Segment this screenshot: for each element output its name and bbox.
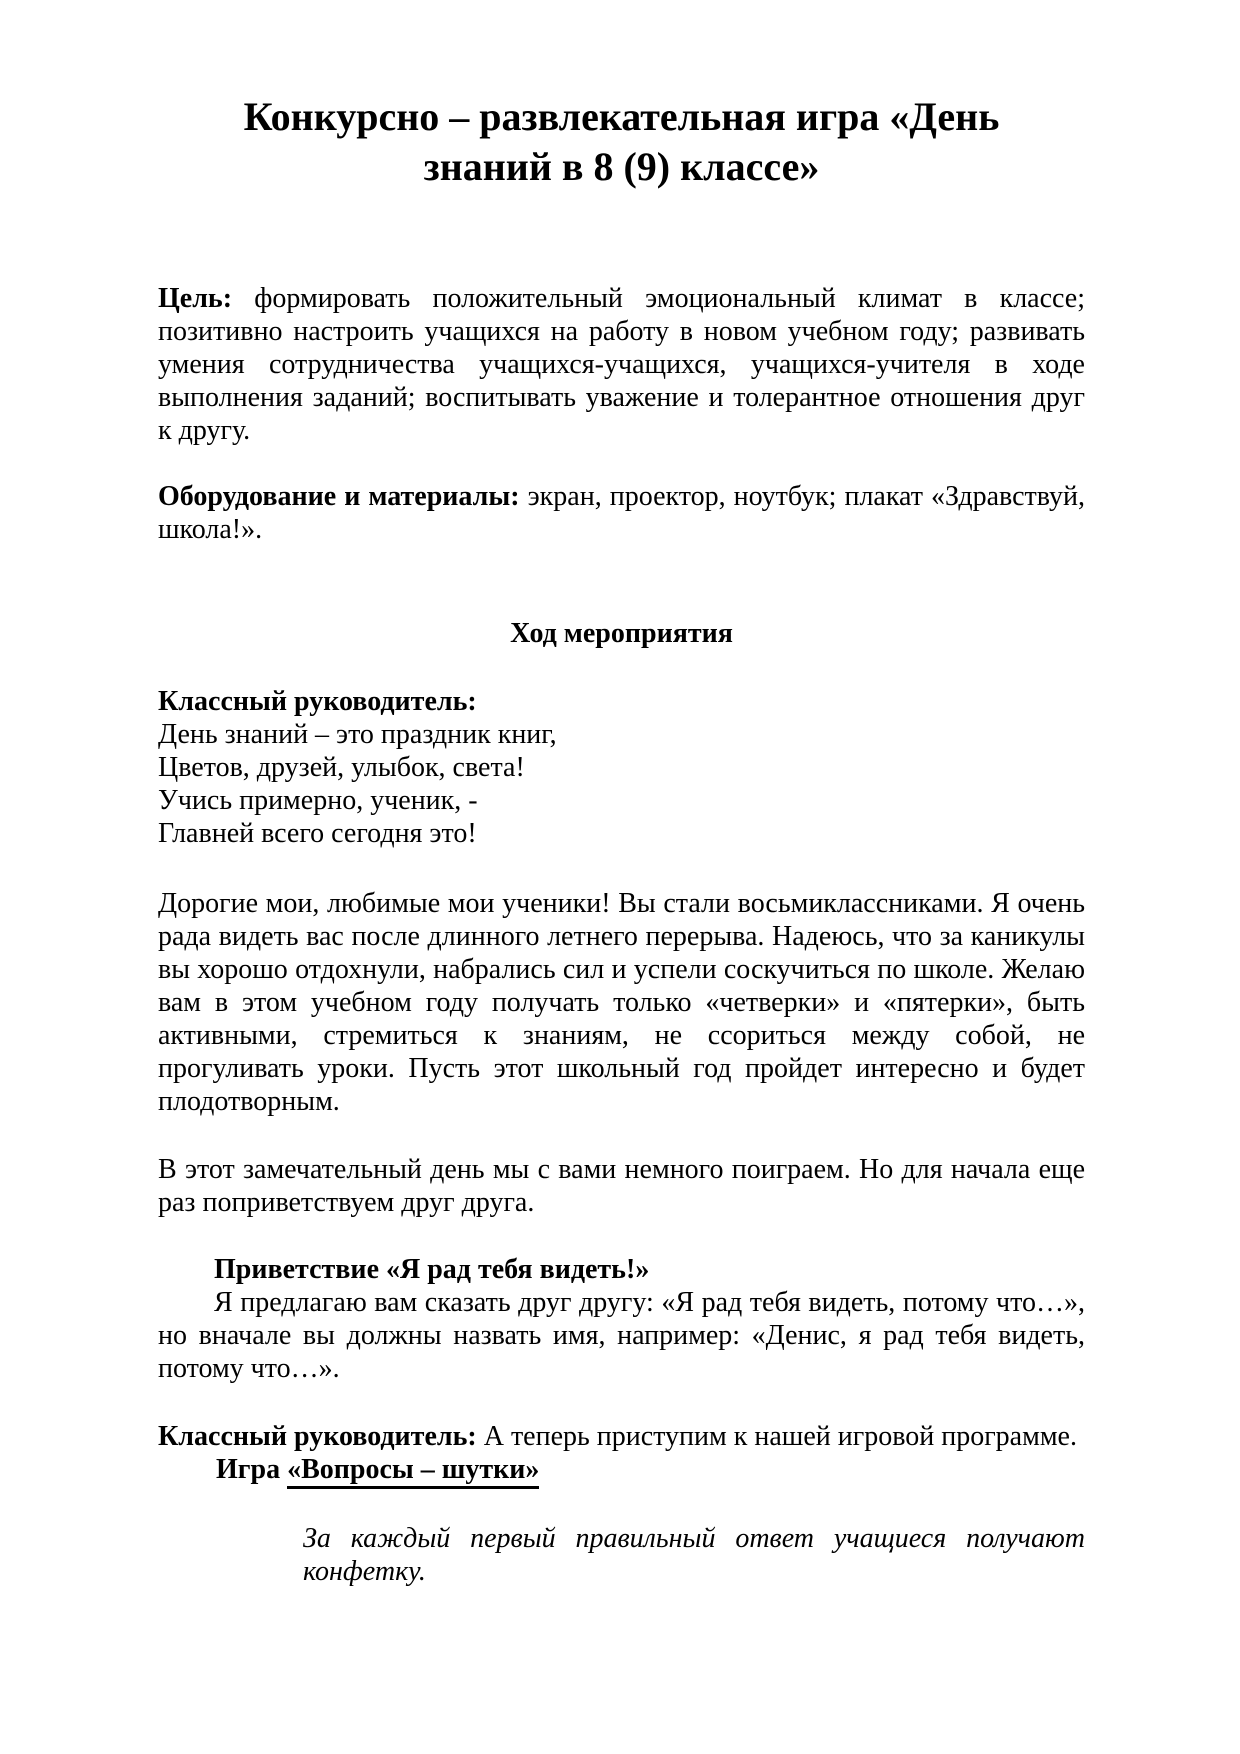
agenda-heading: Ход мероприятия (510, 618, 733, 649)
teacher-heading: Классный руководитель: (158, 686, 477, 717)
poem-line-3: Учись примерно, ученик, - (158, 785, 478, 816)
game-intro-text: А теперь приступим к нашей игровой программе. (483, 1421, 1077, 1452)
greeting-heading: Приветствие «Я рад тебя видеть!» (214, 1254, 650, 1285)
document-title (158, 92, 1085, 192)
equipment-label: Оборудование и материалы: (158, 481, 520, 512)
goal-text: формировать положительный эмоциональный климат в классе; позитивно настроить учащихся на работу в новом учебном году; развивать умения сотрудничества учащихся-учащихся, учащихся-учителя в ходе выполнения заданий; воспитывать уважение и толерантное отношения друг к другу. (158, 283, 1086, 446)
poem-line-2: Цветов, друзей, улыбок, света! (158, 752, 525, 783)
game-intro-paragraph (158, 1420, 1085, 1453)
candy-note-paragraph: За каждый первый правильный ответ учащиеся получают конфетку. (303, 1523, 1085, 1587)
poem-line-1: День знаний – это праздник книг, (158, 719, 557, 750)
goal-paragraph (158, 282, 1085, 447)
welcome-paragraph: Дорогие мои, любимые мои ученики! Вы стали восьмиклассниками. Я очень рада видеть вас после длинного летнего перерыва. Надеюсь, что за каникулы вы хорошо отдохнули, набрались сил и успели соскучиться по школе. Желаю вам в этом учебном году получать только «четверки» и «пятерки», быть активными, стремиться к знаниям, не ссориться между собой, не прогуливать уроки. Пусть этот школьный год пройдет интересно и будет плодотворным. (158, 888, 1085, 1117)
poem-line-4: Главней всего сегодня это! (158, 818, 477, 849)
goal-label: Цель: (158, 283, 233, 314)
poem (158, 718, 1085, 850)
title-line-2: знаний в 8 (9) классе» (423, 144, 820, 189)
game-title-line (158, 1453, 1085, 1486)
equipment-text: экран, проектор, ноутбук; плакат «Здравствуй, школа!». (158, 481, 1085, 545)
play-intro-paragraph: В этот замечательный день мы с вами немного поиграем. Но для начала еще раз поприветствуем друг друга. (158, 1154, 1085, 1218)
greeting-instructions-paragraph: Я предлагаю вам сказать друг другу: «Я рад тебя видеть, потому что…», но вначале вы должны назвать имя, например: «Денис, я рад тебя видеть, потому что…». (158, 1287, 1085, 1384)
game-title: «Вопросы – шутки» (287, 1454, 539, 1489)
title-line-1: Конкурсно – развлекательная игра «День (243, 94, 1000, 139)
game-intro-label: Классный руководитель: (158, 1421, 477, 1452)
game-prefix: Игра (216, 1454, 281, 1485)
equipment-paragraph (158, 480, 1085, 546)
